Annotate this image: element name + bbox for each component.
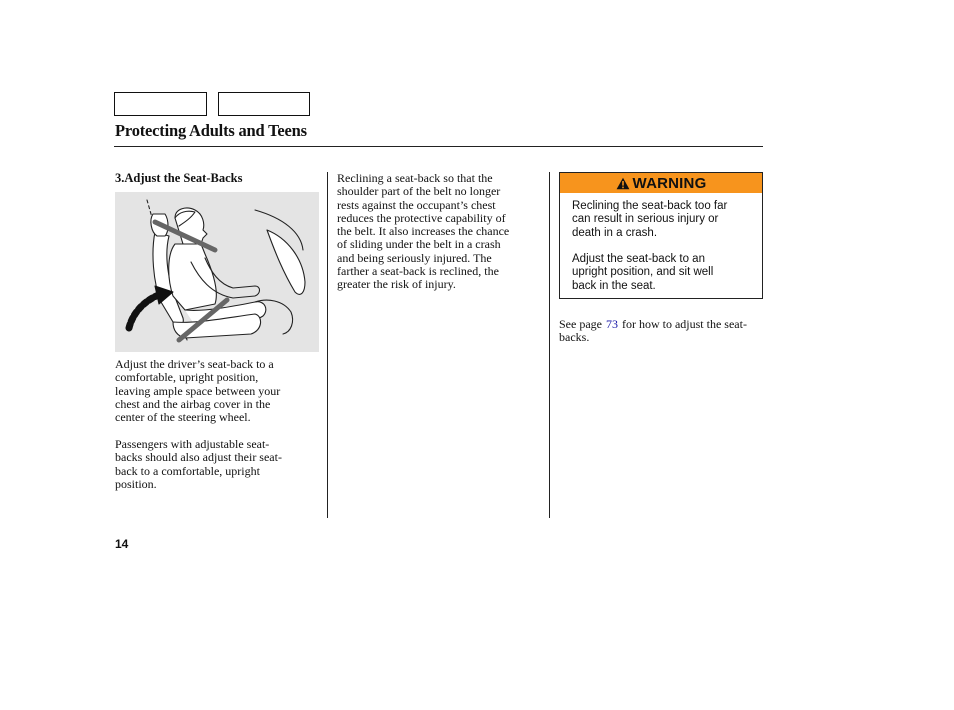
reference-prefix: See page — [559, 317, 602, 331]
title-rule — [114, 146, 763, 147]
section-heading: 3.Adjust the Seat-Backs — [115, 171, 243, 185]
page-number: 14 — [115, 537, 129, 551]
column1-paragraph-2: Passengers with adjustable seat- backs should also adjust their seat- back to a comfortable, upright position. — [115, 437, 282, 491]
nav-tab-box-1[interactable] — [114, 92, 207, 116]
column-divider-1 — [327, 172, 328, 518]
warning-triangle-icon — [616, 177, 630, 190]
column-divider-2 — [549, 172, 550, 518]
page-reference — [559, 318, 763, 345]
reference-suffix: for how to adjust the seat-backs. — [559, 317, 747, 345]
warning-paragraph-2: Adjust the seat-back to an upright position, and sit well back in the seat. — [572, 253, 714, 292]
column2-paragraph-1: Reclining a seat-back so that the shoulder part of the belt no longer rests against the occupant’s chest reduces the protective capability of the belt. It also increases the chance of sliding under the belt in a crash and being seriously injured. The farther a seat-back is reclined, the greater the risk of injury. — [337, 171, 510, 292]
nav-tab-box-2[interactable] — [218, 92, 310, 116]
column1-paragraph-1: Adjust the driver’s seat-back to a comfortable, upright position, leaving ample space between your chest and the airbag cover in the center of the steering wheel. — [115, 357, 281, 425]
warning-paragraph-1: Reclining the seat-back too far can result in serious injury or death in a crash. — [572, 200, 728, 239]
warning-box — [559, 172, 763, 299]
warning-header — [560, 173, 762, 193]
seat-back-illustration — [115, 192, 319, 352]
page-title: Protecting Adults and Teens — [115, 121, 307, 140]
page-reference-link[interactable]: 73 — [605, 317, 618, 331]
warning-label: WARNING — [632, 174, 707, 192]
